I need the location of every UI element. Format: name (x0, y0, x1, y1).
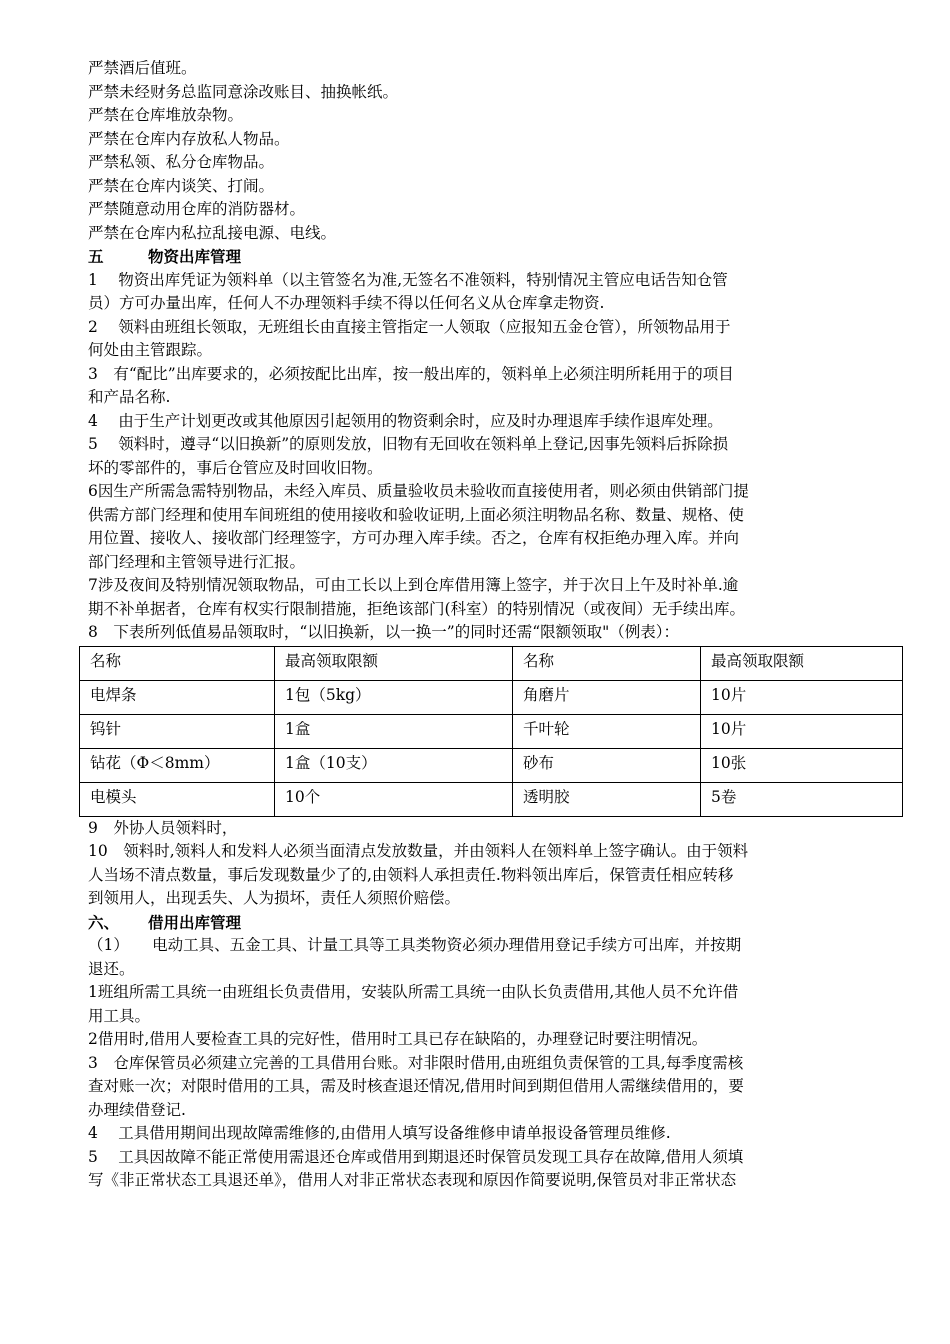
prohibition-item: 严禁在仓库内私拉乱接电源、电线。 (88, 223, 337, 242)
table-cell: 砂布 (513, 748, 701, 782)
table-cell: 电模头 (80, 782, 275, 816)
paragraph (88, 1052, 906, 1123)
paragraph-line: 4 工具借用期间出现故障需维修的,由借用人填写设备维修申请单报设备管理员维修. (88, 1124, 671, 1142)
paragraph (88, 1146, 906, 1193)
paragraph-line: 人当场不清点数量，事后发现数量少了的,由领料人承担责任.物料领出库后，保管责任相应转移 (88, 865, 734, 884)
paragraph-line: 2借用时,借用人要检查工具的完好性，借用时工具已存在缺陷的，办理登记时要注明情况。 (88, 1030, 708, 1048)
paragraph-line: 用位置、接收人、接收部门经理签字，方可办理入库手续。否之，仓库有权拒绝办理入库。并向 (88, 529, 740, 547)
table-cell: 1包（5kg） (275, 680, 513, 714)
paragraph-line: 8 下表所列低值易品领取时，“以旧换新，以一换一”的同时还需“限额领取"（例表）： (88, 623, 680, 641)
paragraph-line: 6因生产所需急需特别物品，未经入库员、质量验收员未验收而直接使用者，则必须由供销部门提 (88, 482, 749, 500)
prohibition-item: 严禁在仓库内存放私人物品。 (88, 129, 290, 148)
paragraph (88, 1028, 906, 1052)
table-row (80, 782, 903, 816)
column-header: 名称 (513, 646, 701, 680)
document-page (88, 57, 906, 1193)
prohibition-list (88, 57, 906, 245)
paragraph-line: 退还。 (88, 959, 135, 978)
prohibition-item: 严禁私领、私分仓库物品。 (88, 153, 275, 171)
table-cell: 钨针 (80, 714, 275, 748)
paragraph-line: 何处由主管跟踪。 (88, 341, 213, 359)
table-header-row (80, 646, 903, 680)
paragraph (88, 363, 906, 410)
section-title: 借用出库管理 (148, 912, 242, 932)
table-cell: 10个 (275, 782, 513, 816)
table-cell: 钻花（Φ＜8mm） (80, 748, 275, 782)
paragraph (88, 1122, 906, 1146)
paragraph-line: 7涉及夜间及特别情况领取物品，可由工长以上到仓库借用簿上签字，并于次日上午及时补单.逾 (88, 576, 739, 594)
paragraph (88, 840, 906, 911)
paragraph (88, 316, 906, 363)
paragraph (88, 480, 906, 574)
table-cell: 千叶轮 (513, 714, 701, 748)
prohibition-item: 严禁未经财务总监同意涂改账目、抽换帐纸。 (88, 82, 399, 101)
prohibition-item: 严禁随意动用仓库的消防器材。 (88, 200, 306, 218)
table-row (80, 680, 903, 714)
table-cell: 1盒（10支） (275, 748, 513, 782)
table-cell: 透明胶 (513, 782, 701, 816)
table-row (80, 714, 903, 748)
paragraph-line: 用工具。 (88, 1006, 151, 1025)
paragraph-line: 供需方部门经理和使用车间班组的使用接收和验收证明,上面必须注明物品名称、数量、规格、使 (88, 505, 744, 524)
paragraph-line: 办理续借登记. (88, 1100, 186, 1119)
paragraph (88, 981, 906, 1028)
paragraph-line: 写《非正常状态工具退还单》，借用人对非正常状态表现和原因作简要说明,保管员对非正常状态 (88, 1171, 737, 1189)
paragraph-line: 3 仓库保管员必须建立完善的工具借用台账。对非限时借用,由班组负责保管的工具,每季度需核 (88, 1053, 744, 1072)
paragraph (88, 410, 906, 434)
table-cell: 1盒 (275, 714, 513, 748)
paragraph (88, 817, 906, 841)
paragraph-line: （1） 电动工具、五金工具、计量工具等工具类物资必须办理借用登记手续方可出库，并按期 (88, 936, 742, 954)
table-cell: 5卷 (701, 782, 903, 816)
section-6-body (88, 934, 906, 1193)
quota-table (79, 646, 903, 817)
paragraph (88, 433, 906, 480)
table-cell: 10片 (701, 680, 903, 714)
prohibition-item: 严禁在仓库内谈笑、打闹。 (88, 176, 275, 195)
column-header: 最高领取限额 (275, 646, 513, 680)
table-cell: 10张 (701, 748, 903, 782)
table-cell: 角磨片 (513, 680, 701, 714)
paragraph-line: 到领用人，出现丢失、人为损坏，责任人须照价赔偿。 (88, 889, 461, 907)
table-row (80, 748, 903, 782)
paragraph (88, 621, 906, 645)
paragraph-line: 期不补单据者，仓库有权实行限制措施，拒绝该部门(科室）的特别情况（或夜间）无手续出库。 (88, 599, 746, 618)
paragraph-line: 坏的零部件的，事后仓管应及时回收旧物。 (88, 458, 383, 477)
paragraph-line: 2 领料由班组长领取，无班组长由直接主管指定一人领取（应报知五金仓管），所领物品用于 (88, 317, 731, 336)
paragraph (88, 574, 906, 621)
paragraph-line: 3 有“配比”出库要求的，必须按配比出库，按一般出库的，领料单上必须注明所耗用于的项目 (88, 364, 734, 383)
paragraph (88, 269, 906, 316)
table-cell: 电焊条 (80, 680, 275, 714)
paragraph-line: 5 领料时，遵寻“以旧换新”的原则发放，旧物有无回收在领料单上登记,因事先领料后拆除损 (88, 435, 729, 453)
section-6-heading (88, 911, 906, 935)
prohibition-item: 严禁酒后值班。 (88, 59, 197, 77)
paragraph-line: 9 外协人员领料时， (88, 818, 238, 837)
paragraph-line: 10 领料时,领料人和发料人必须当面清点发放数量，并由领料人在领料单上签字确认。由于领料 (88, 842, 749, 860)
prohibition-item: 严禁在仓库堆放杂物。 (88, 106, 244, 124)
paragraph-line: 查对账一次；对限时借用的工具，需及时核查退还情况,借用时间到期但借用人需继续借用的，要 (88, 1077, 744, 1095)
section-5-body (88, 269, 906, 911)
paragraph-line: 1班组所需工具统一由班组长负责借用，安装队所需工具统一由队长负责借用,其他人员不允许借 (88, 983, 739, 1001)
section-number: 六、 (88, 912, 120, 932)
section-number: 五 (88, 247, 104, 266)
section-5-heading (88, 245, 906, 269)
table-cell: 10片 (701, 714, 903, 748)
section-title: 物资出库管理 (148, 247, 242, 266)
column-header: 最高领取限额 (701, 646, 903, 680)
paragraph-line: 5 工具因故障不能正常使用需退还仓库或借用到期退还时保管员发现工具存在故障,借用人须填 (88, 1147, 744, 1166)
paragraph-line: 1 物资出库凭证为领料单（以主管签名为准,无签名不准领料，特别情况主管应电话告知仓管 (88, 270, 728, 289)
paragraph-line: 和产品名称. (88, 388, 171, 406)
paragraph-line: 部门经理和主管领导进行汇报。 (88, 552, 306, 571)
paragraph (88, 934, 906, 981)
paragraph-line: 员）方可办量出库，任何人不办理领料手续不得以任何名义从仓库拿走物资. (88, 294, 605, 312)
column-header: 名称 (80, 646, 275, 680)
paragraph-line: 4 由于生产计划更改或其他原因引起领用的物资剩余时，应及时办理退库手续作退库处理。 (88, 411, 723, 430)
